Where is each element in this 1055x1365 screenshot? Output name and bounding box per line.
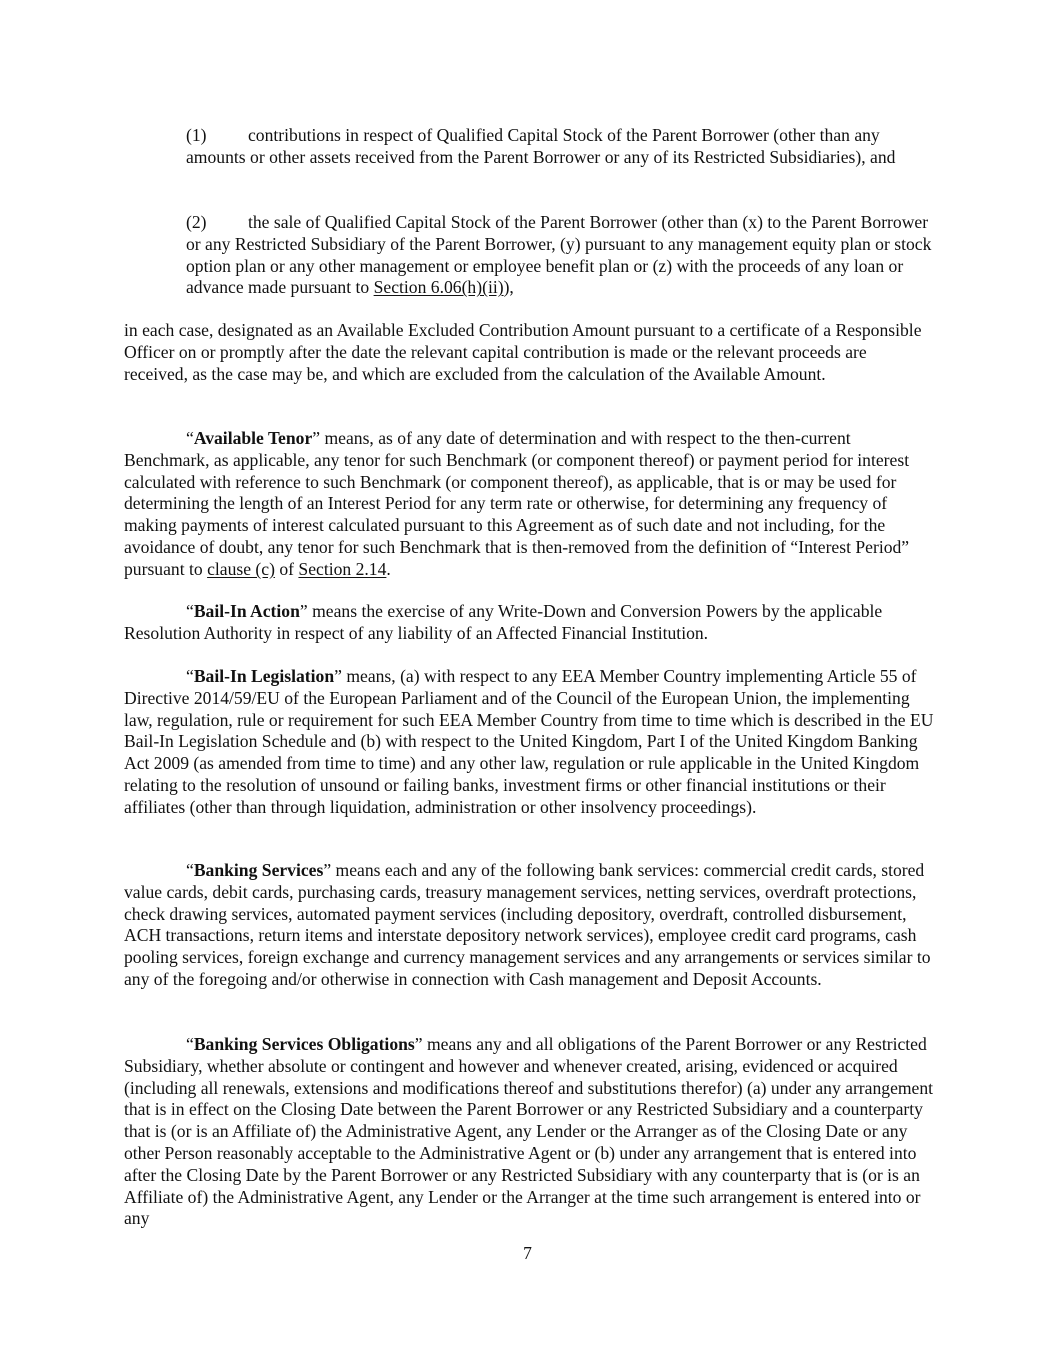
defined-term: Available Tenor	[193, 428, 313, 448]
list-item-2: (2) the sale of Qualified Capital Stock of the Parent Borrower (other than (x) to the Parent Borrower or any Restricted Subsidiary of the Parent Borrower, (y) pursuant to any management equity plan or stock option plan or any other management or employee benefit plan or (z) with the proceeds of any loan or advance made pursuant to Section 6.06(h)(ii)),	[186, 212, 932, 298]
definition-text: means any and all obligations of the Parent Borrower or any Restricted Subsidiary, whether absolute or contingent and however and whenever created, arising, evidenced or acquired (including all renewals, extensions and modifications thereof and substitutions therefor) (a) under any arrangement that is in effect on the Closing Date between the Parent Borrower or any Restricted Subsidiary and a counterparty that is (or is an Affiliate of) the Administrative Agent, any Lender or the Arranger as of the Closing Date or any other Person reasonably acceptable to the Administrative Agent or (b) under any arrangement that is entered into after the Closing Date by the Parent Borrower or any Restricted Subsidiary with any counterparty that is (or is an Affiliate of) the Administrative Agent, any Lender or the Arranger at the time such arrangement is entered into or any	[124, 1034, 934, 1229]
defined-term: Banking Services	[193, 860, 324, 880]
section-reference: Section 6.06(h)(ii)	[373, 277, 504, 298]
defined-term: Banking Services Obligations	[193, 1034, 415, 1054]
definition-text: means each and any of the following bank services: commercial credit cards, stored value cards, debit cards, purchasing cards, treasury management services, netting services, overdraft protections, check drawing services, automated payment services (including depository, overdraft, controlled disbursement, ACH transactions, return items and interstate depository network services), employee credit card programs, cash pooling services, foreign exchange and currency management services and any arrangements or services similar to any of the foregoing and/or otherwise in connection with Cash management and Deposit Accounts.	[124, 860, 931, 989]
continuation-paragraph: in each case, designated as an Available Excluded Contribution Amount pursuant to a certificate of a Responsible Officer on or promptly after the date the relevant capital contribution is made or the relevant proceeds are received, as the case may be, and which are excluded from the calculation of the Available Amount.	[124, 320, 922, 384]
defined-term: Bail-In Legislation	[193, 666, 335, 686]
defined-term: Bail-In Action	[193, 601, 300, 621]
page-number: 7	[523, 1243, 532, 1263]
section-reference: Section 2.14	[298, 558, 387, 579]
list-number: (1)	[186, 125, 207, 145]
definition-text: means, as of any date of determination and with respect to the then-current Benchmark, as applicable, any tenor for such Benchmark (or component thereof) or payment period for interest calculated with reference to such Benchmark (or component thereof), as applicable, that is or may be used for determining the length of an Interest Period for any term rate or otherwise, for determining any frequency of making payments of interest calculated pursuant to this Agreement as of such date and not including, for the avoidance of doubt, any tenor for such Benchmark that is then-removed from the definition of “Interest Period” pursuant to	[124, 428, 910, 579]
definition-banking-services: “Banking Services” means each and any of the following bank services: commercial credit cards, stored value cards, debit cards, purchasing cards, treasury management services, netting services, overdraft protections, check drawing services, automated payment services (including depository, overdraft, controlled disbursement, ACH transactions, return items and interstate depository network services), employee credit card programs, cash pooling services, foreign exchange and currency management services and any arrangements or services similar to any of the foregoing and/or otherwise in connection with Cash management and Deposit Accounts.	[124, 860, 931, 989]
list-number: (2)	[186, 212, 207, 232]
definition-available-tenor: “Available Tenor” means, as of any date of determination and with respect to the then-current Benchmark, as applicable, any tenor for such Benchmark (or component thereof) or payment period for interest calculated with reference to such Benchmark (or component thereof), as applicable, that is or may be used for determining the length of an Interest Period for any term rate or otherwise, for determining any frequency of making payments of interest calculated pursuant to this Agreement as of such date and not including, for the avoidance of doubt, any tenor for such Benchmark that is then-removed from the definition of “Interest Period” pursuant to clause (c) of Section 2.14.	[124, 428, 910, 579]
list-item-text: contributions in respect of Qualified Capital Stock of the Parent Borrower (other than any amounts or other assets received from the Parent Borrower or any of its Restricted Subsidiaries), and	[186, 125, 896, 167]
definition-banking-services-obligations: “Banking Services Obligations” means any and all obligations of the Parent Borrower or any Restricted Subsidiary, whether absolute or contingent and however and whenever created, arising, evidenced or acquired (including all renewals, extensions and modifications thereof and substitutions therefor) (a) under any arrangement that is in effect on the Closing Date between the Parent Borrower or any Restricted Subsidiary and a counterparty that is (or is an Affiliate of) the Administrative Agent, any Lender or the Arranger as of the Closing Date or any other Person reasonably acceptable to the Administrative Agent or (b) under any arrangement that is entered into after the Closing Date by the Parent Borrower or any Restricted Subsidiary with any counterparty that is (or is an Affiliate of) the Administrative Agent, any Lender or the Arranger at the time such arrangement is entered into or any	[124, 1034, 934, 1229]
list-item-1	[186, 125, 934, 169]
definition-bail-in-action: “Bail-In Action” means the exercise of any Write-Down and Conversion Powers by the applicable Resolution Authority in respect of any liability of an Affected Financial Institution.	[124, 601, 883, 643]
definition-text: means, (a) with respect to any EEA Member Country implementing Article 55 of Directive 2014/59/EU of the European Parliament and of the Council of the European Union, the implementing law, regulation, rule or requirement for such EEA Member Country from time to time which is described in the EU Bail-In Legislation Schedule and (b) with respect to the United Kingdom, Part I of the United Kingdom Banking Act 2009 (as amended from time to time) and any other law, regulation or rule applicable in the United Kingdom relating to the resolution of unsound or failing banks, investment firms or other financial institutions or their affiliates (other than through liquidation, administration or other insolvency proceedings).	[124, 666, 934, 817]
definition-bail-in-legislation: “Bail-In Legislation” means, (a) with respect to any EEA Member Country implementing Article 55 of Directive 2014/59/EU of the European Parliament and of the Council of the European Union, the implementing law, regulation, rule or requirement for such EEA Member Country from time to time which is described in the EU Bail-In Legislation Schedule and (b) with respect to the United Kingdom, Part I of the United Kingdom Banking Act 2009 (as amended from time to time) and any other law, regulation or rule applicable in the United Kingdom relating to the resolution of unsound or failing banks, investment firms or other financial institutions or their affiliates (other than through liquidation, administration or other insolvency proceedings).	[124, 666, 934, 817]
list-item-text: the sale of Qualified Capital Stock of the Parent Borrower (other than (x) to the Parent Borrower or any Restricted Subsidiary of the Parent Borrower, (y) pursuant to any management equity plan or stock option plan or any other management or employee benefit plan or (z) with the proceeds of any loan or advance made pursuant to	[186, 212, 932, 298]
clause-reference: clause (c)	[207, 558, 275, 579]
definition-text: means the exercise of any Write-Down and Conversion Powers by the applicable Resolution Authority in respect of any liability of an Affected Financial Institution.	[124, 601, 883, 643]
